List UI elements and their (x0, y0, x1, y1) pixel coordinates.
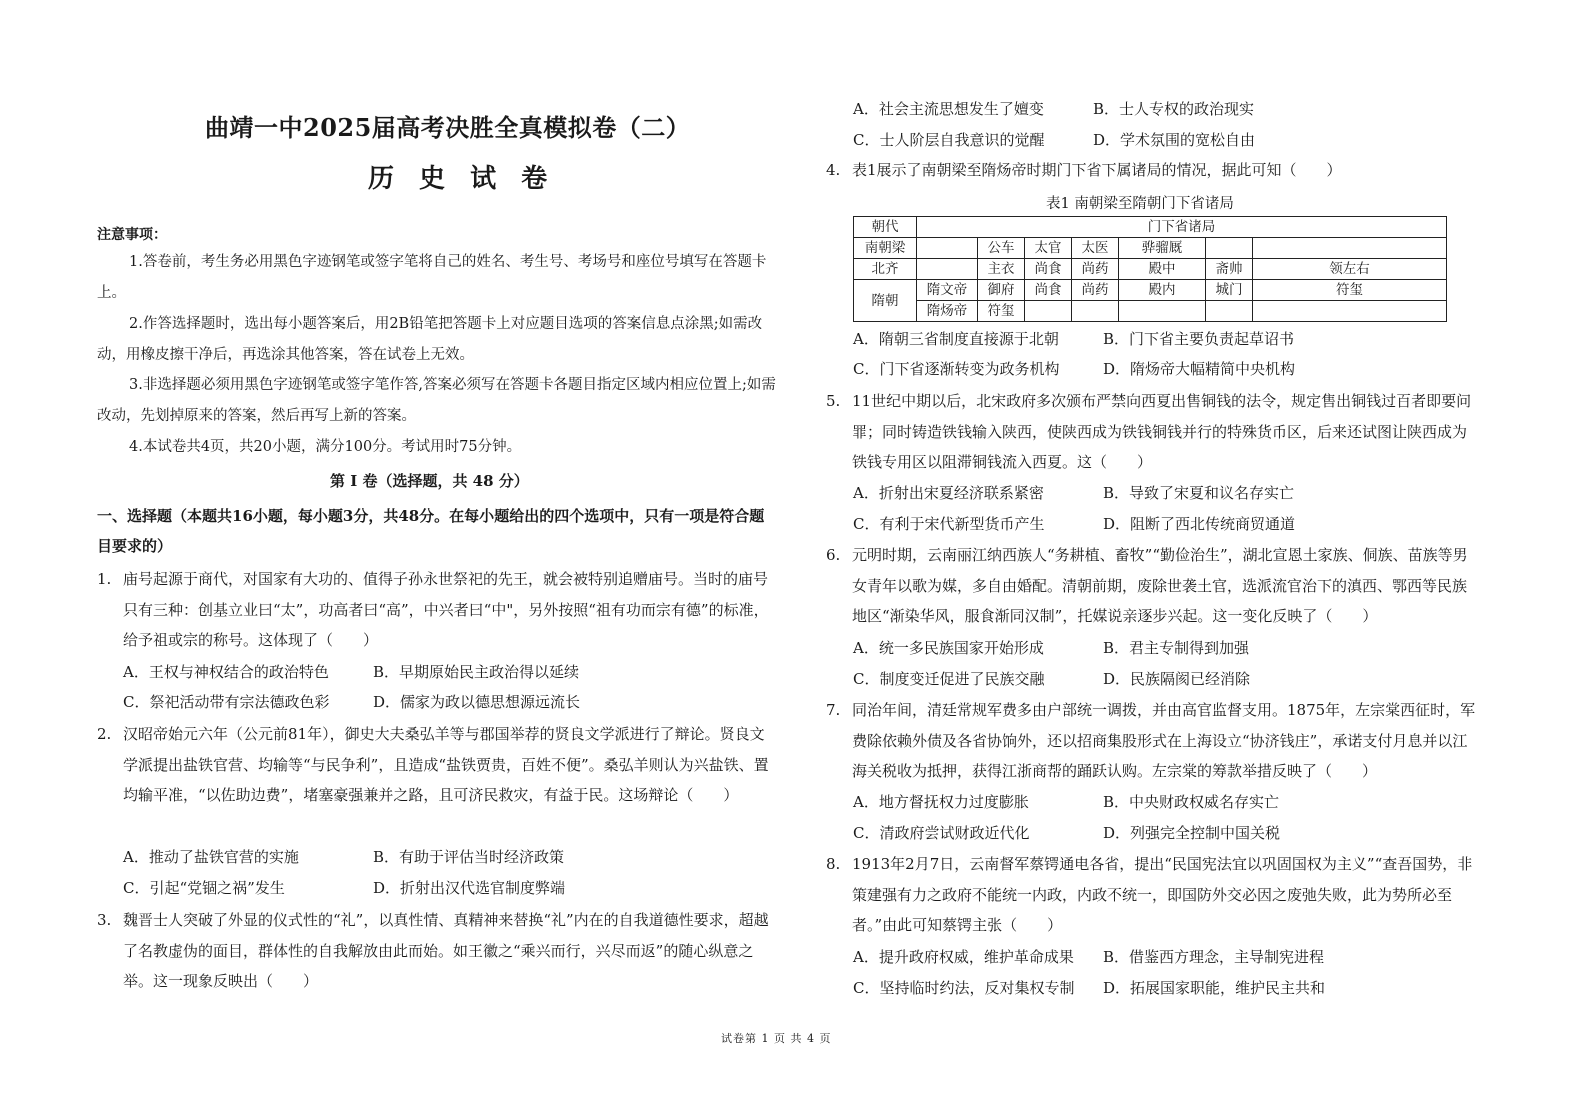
page-footer: 试卷第 1 页 共 4 页 (721, 1032, 832, 1045)
question (97, 719, 777, 811)
table-cell: 城门 (1206, 280, 1253, 301)
question-stem: 表1展示了南朝梁至隋炀帝时期门下省下属诸局的情况，据此可知（ ） (852, 161, 1342, 179)
option: A．社会主流思想发生了嬗变 (853, 100, 1044, 118)
table-cell: 御府 (978, 280, 1025, 301)
table-cell (1119, 301, 1206, 322)
option: A．推动了盐铁官营的实施 (123, 848, 299, 866)
page-title: 曲靖一中2025届高考决胜全真模拟卷（二） (205, 113, 691, 142)
option: B．借鉴西方理念，主导制宪进程 (1103, 948, 1325, 966)
question-number: 3. (97, 911, 112, 929)
question-number: 4. (826, 161, 841, 179)
question-number: 6. (826, 546, 841, 564)
table-header-cell: 门下省诸局 (917, 217, 1447, 238)
section-heading: 一、选择题（本题共16小题，每小题3分，共48分。在每小题给出的四个选项中，只有一项是符合题目要求的） (97, 507, 765, 555)
option: A．地方督抚权力过度膨胀 (853, 793, 1029, 811)
option: A．折射出宋夏经济联系紧密 (853, 484, 1044, 502)
option: B．有助于评估当时经济政策 (373, 848, 565, 866)
table-cell: 符玺 (1253, 280, 1447, 301)
option: D．儒家为政以德思想源远流长 (373, 693, 581, 711)
question (826, 386, 1476, 478)
table-cell (1253, 301, 1447, 322)
question (826, 540, 1476, 632)
question (826, 849, 1476, 941)
option: B．导致了宋夏和议名存实亡 (1103, 484, 1295, 502)
option: A．王权与神权结合的政治特色 (123, 663, 329, 681)
table-cell: 尚药 (1072, 280, 1119, 301)
question (97, 564, 777, 656)
option: C．有利于宋代新型货币产生 (853, 515, 1045, 533)
question (826, 155, 1476, 186)
question-number: 7. (826, 701, 841, 719)
table-cell: 北齐 (854, 259, 917, 280)
part-heading: 第 I 卷（选择题，共 48 分） (330, 472, 529, 490)
table-header-cell: 朝代 (854, 217, 917, 238)
table-row (854, 301, 1447, 322)
option: C．清政府尝试财政近代化 (853, 824, 1030, 842)
question-stem: 同治年间，清廷常规军费多由户部统一调拨，并由高官监督支用。1875年，左宗棠西征时，军费除依赖外债及各省协饷外，还以招商集股形式在上海设立“协济钱庄”，承诺支付月息并以江海关税收为抵押，获得江浙商帮的踊跃认购。左宗棠的筹款举措反映了（ ） (852, 701, 1476, 780)
option: B．士人专权的政治现实 (1093, 100, 1255, 118)
option: C．引起“党锢之祸”发生 (123, 879, 285, 897)
table-cell: 尚食 (1025, 259, 1072, 280)
table-cell: 领左右 (1253, 259, 1447, 280)
dynasty-table (853, 216, 1447, 322)
question-stem: 汉昭帝始元六年（公元前81年），御史大夫桑弘羊等与郡国举荐的贤良文学派进行了辩论。贤良文学派提出盐铁官营、均输等“与民争利”，且造成“盐铁贾贵，百姓不便”。桑弘羊则认为兴盐铁、置均输平准，“以佐助边费”，堵塞豪强兼并之路，且可济民救灾，有益于民。这场辩论（ ） (123, 725, 769, 804)
table-cell (1025, 301, 1072, 322)
note-item: 2.作答选择题时，选出每小题答案后，用2B铅笔把答题卡上对应题目选项的答案信息点涂黑;如需改动，用橡皮擦干净后，再选涂其他答案，答在试卷上无效。 (97, 316, 763, 363)
table-cell: 太官 (1025, 238, 1072, 259)
table-row (854, 259, 1447, 280)
table-cell (1253, 238, 1447, 259)
table-cell: 太医 (1072, 238, 1119, 259)
question-number: 5. (826, 392, 841, 410)
question-stem: 魏晋士人突破了外显的仪式性的“礼”，以真性情、真精神来替换“礼”内在的自我道德性要求，超越了名教虚伪的面目，群体性的自我解放由此而始。如王徽之“乘兴而行，兴尽而返”的随心纵意之举。这一现象反映出（ ） (123, 911, 769, 990)
table-cell: 公车 (978, 238, 1025, 259)
table-cell: 主衣 (978, 259, 1025, 280)
table-cell: 骅骝厩 (1119, 238, 1206, 259)
table-cell: 隋朝 (854, 280, 917, 322)
table-cell: 殿中 (1119, 259, 1206, 280)
question-stem: 元明时期，云南丽江纳西族人“务耕植、畜牧”“勤俭治生”，湖北宣恩土家族、侗族、苗族等男女青年以歌为媒，多自由婚配。清朝前期，废除世袭土官，选派流官治下的滇西、鄂西等民族地区“渐染华风，服食渐同汉制”，托媒说亲逐步兴起。这一变化反映了（ ） (852, 546, 1468, 625)
option: B．中央财政权威名存实亡 (1103, 793, 1280, 811)
question-number: 2. (97, 725, 112, 743)
option: C．祭祀活动带有宗法德政色彩 (123, 693, 330, 711)
table-row (854, 217, 1447, 238)
table-cell (1206, 238, 1253, 259)
table-cell (917, 259, 978, 280)
option: C．士人阶层自我意识的觉醒 (853, 131, 1045, 149)
question-stem: 1913年2月7日，云南督军蔡锷通电各省，提出“民国宪法宜以巩固国权为主义”“查吾国势，非策建强有力之政府不能统一内政，内政不统一，即国防外交必因之废弛失败，此为势所必至者。”由此可知蔡锷主张（ ） (852, 855, 1473, 934)
option: D．阻断了西北传统商贸通道 (1103, 515, 1296, 533)
option: C．坚持临时约法，反对集权专制 (853, 979, 1075, 997)
table-cell: 隋文帝 (917, 280, 978, 301)
option: A．统一多民族国家开始形成 (853, 639, 1044, 657)
note-item: 3.非选择题必须用黑色字迹钢笔或签字笔作答,答案必须写在答题卡各题目指定区域内相应位置上;如需改动，先划掉原来的答案，然后再写上新的答案。 (97, 377, 776, 424)
table-cell (917, 238, 978, 259)
table-cell: 隋炀帝 (917, 301, 978, 322)
question (97, 905, 777, 997)
table-cell (1206, 301, 1253, 322)
option: D．拓展国家职能，维护民主共和 (1103, 979, 1326, 997)
table-row (854, 238, 1447, 259)
option: B．门下省主要负责起草诏书 (1103, 330, 1295, 348)
table-row (854, 280, 1447, 301)
option: D．隋炀帝大幅精简中央机构 (1103, 360, 1296, 378)
table-cell: 斋帅 (1206, 259, 1253, 280)
question-number: 1. (97, 570, 112, 588)
note-item: 4.本试卷共4页，共20小题，满分100分。考试用时75分钟。 (129, 439, 522, 455)
table-cell: 符玺 (978, 301, 1025, 322)
question (826, 695, 1476, 787)
table-cell: 尚食 (1025, 280, 1072, 301)
option: D．民族隔阂已经消除 (1103, 670, 1251, 688)
table-cell: 殿内 (1119, 280, 1206, 301)
option: A．提升政府权威，维护革命成果 (853, 948, 1074, 966)
option: D．学术氛围的宽松自由 (1093, 131, 1256, 149)
question-stem: 庙号起源于商代，对国家有大功的、值得子孙永世祭祀的先王，就会被特别追赠庙号。当时的庙号只有三种：创基立业曰“太”，功高者曰“高”，中兴者曰“中"，另外按照“祖有功而宗有德”的标准，给予祖或宗的称号。这体现了（ ） (123, 570, 769, 649)
question-number: 8. (826, 855, 841, 873)
table-caption: 表1 南朝梁至隋朝门下省诸局 (1046, 196, 1234, 212)
option: C．制度变迁促进了民族交融 (853, 670, 1045, 688)
table-cell (1072, 301, 1119, 322)
table-cell: 尚药 (1072, 259, 1119, 280)
option: B．早期原始民主政治得以延续 (373, 663, 580, 681)
question-stem: 11世纪中期以后，北宋政府多次颁布严禁向西夏出售铜钱的法令，规定售出铜钱过百者即要问罪；同时铸造铁钱输入陕西，使陕西成为铁钱铜钱并行的特殊货币区，后来还试图让陕西成为铁钱专用区以阻滞铜钱流入西夏。这（ ） (852, 392, 1472, 471)
option: D．折射出汉代选官制度弊端 (373, 879, 566, 897)
option: D．列强完全控制中国关税 (1103, 824, 1281, 842)
table-cell: 南朝梁 (854, 238, 917, 259)
note-item: 1.答卷前，考生务必用黑色字迹钢笔或签字笔将自己的姓名、考生号、考场号和座位号填写在答题卡上。 (97, 254, 767, 301)
option: B．君主专制得到加强 (1103, 639, 1250, 657)
notes-heading: 注意事项： (97, 227, 167, 243)
option: A．隋朝三省制度直接源于北朝 (853, 330, 1059, 348)
page-subtitle: 历 史 试 卷 (368, 164, 556, 194)
option: C．门下省逐渐转变为政务机构 (853, 360, 1060, 378)
